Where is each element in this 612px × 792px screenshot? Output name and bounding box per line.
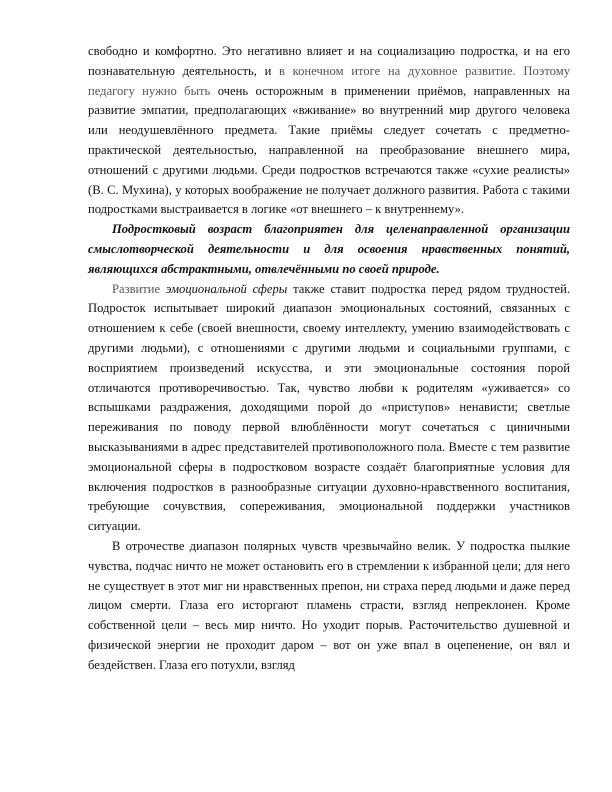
paragraph-3-italic-term: эмоциональной сферы (165, 281, 288, 296)
paragraph-3 (88, 280, 570, 537)
paragraph-3-text-a: Развитие (112, 281, 166, 296)
document-page (88, 42, 570, 676)
paragraph-1-text-a: свободно и комфортно. Это негативно влияет и на социализацию подростка, и на его познавательную деятельность, и (88, 44, 570, 78)
paragraph-2-bold-thesis: Подростковый возраст благоприятен для целенаправленной организации смыслотворческой деятельности и для освоения нравственных понятий, являющихся абстрактными, отвлечёнными по своей природе. (88, 222, 570, 276)
paragraph-1-text-c: очень осторожным в применении приёмов, направленных на развитие эмпатии, предполагающих «вживание» во внутренний мир другого человека или неодушевлённого предмета. Такие приёмы следует сочетать с предметно-практической деятельностью, направленной на преобразование внешнего мира, отношений с другими людьми. Среди подростков встречаются также «сухие реалисты» (В. С. Мухина), у которых воображение не получает должного развития. Работа с такими подростками выстраивается в логике «от внешнего – к внутреннему». (88, 83, 570, 217)
paragraph-3-text-c: также ставит подростка перед рядом трудностей. Подросток испытывает широкий диапазон эмоциональных состояний, связанных с отношением к себе (своей внешности, своему интеллекту, умению взаимодействовать с другими людьми), с отношениями с другими людьми и социальными группами, с восприятием произведений искусства, и эти эмоциональные состояния порой отличаются противоречивостью. Так, чувство любви к родителям «уживается» со вспышками раздражения, доходящими порой до «приступов» ненависти; светлые переживания по поводу первой влюблённости могут сочетаться с циничными высказываниями в адрес представителей противоположного пола. Вместе с тем развитие эмоциональной сферы в подростковом возрасте создаёт благоприятные условия для включения подростков в разнообразные ситуации духовно-нравственного воспитания, требующие сочувствия, сопереживания, эмоциональной поддержки участников ситуации. (88, 281, 570, 534)
paragraph-1-text-b: в конечном итоге на духовное развитие. Поэтому педагогу нужно быть (88, 63, 570, 98)
paragraph-1 (88, 42, 570, 220)
paragraph-4: В отрочестве диапазон полярных чувств чрезвычайно велик. У подростка пылкие чувства, подчас ничто не может остановить его в стремлении к избранной цели; для него не существует в этот миг ни нравственных препон, ни страха перед людьми и даже перед лицом смерти. Глаза его исторгают пламень страсти, взгляд непреклонен. Кроме собственной цели – весь мир ничто. Но уходит порыв. Расточительство душевной и физической энергии не проходит даром – вот он уже впал в оцепенение, он вял и бездействен. Глаза его потухли, взгляд (88, 538, 570, 672)
